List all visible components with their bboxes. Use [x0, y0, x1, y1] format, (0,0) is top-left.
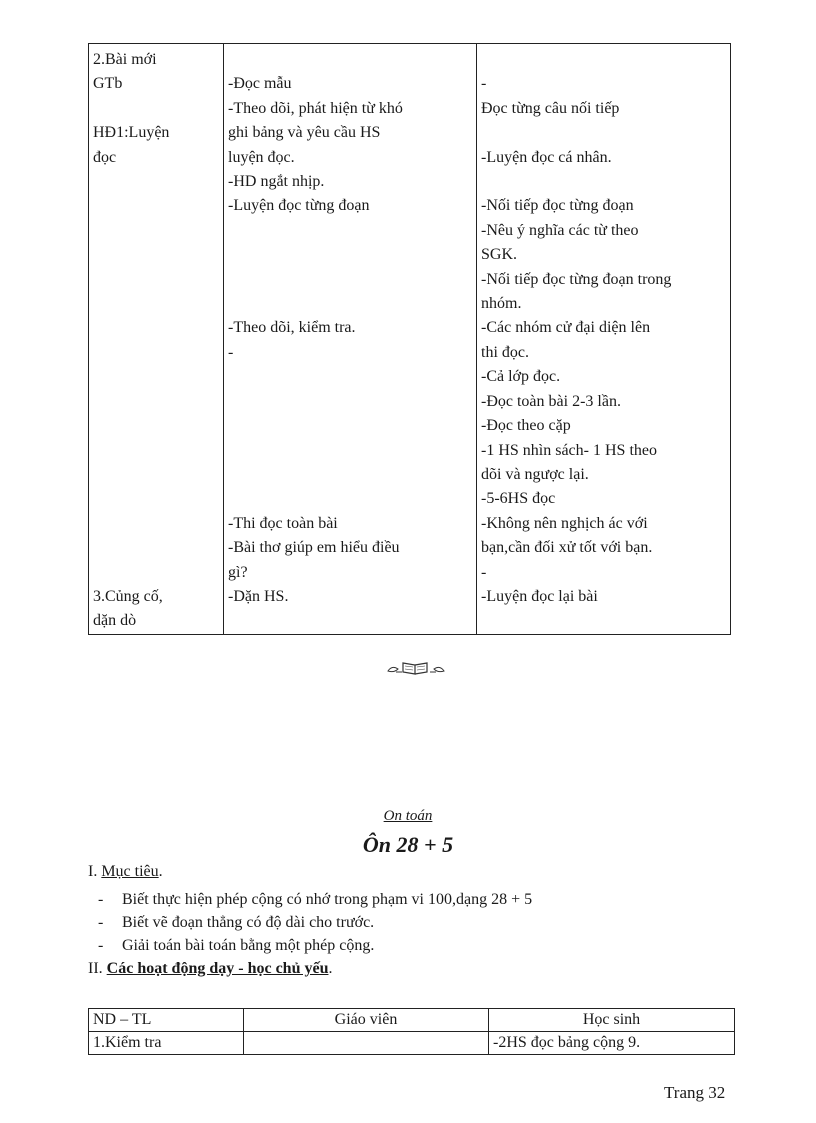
- header-teacher: Giáo viên: [244, 1009, 489, 1032]
- list-item: [98, 911, 532, 934]
- cell-line: [93, 243, 219, 267]
- objectives-list: [98, 888, 532, 957]
- objective-text: Biết thực hiện phép cộng có nhớ trong phạm vi 100,dạng 28 + 5: [122, 891, 533, 908]
- cell-line: -: [228, 343, 234, 361]
- cell-line: [228, 365, 472, 389]
- cell-line: dõi và ngược lại.: [481, 465, 589, 483]
- bullet-dash: -: [98, 937, 104, 954]
- cell-line: [93, 439, 219, 463]
- header-content: ND – TL: [89, 1009, 244, 1032]
- cell-line: [228, 609, 472, 633]
- table-header-row: [89, 1009, 735, 1032]
- cell-line: ghi bảng và yêu cầu HS: [228, 124, 381, 142]
- col-teacher: [224, 44, 477, 635]
- section-number: I.: [88, 863, 102, 880]
- bullet-dash: -: [98, 891, 104, 908]
- cell-line: -Không nên nghịch ác với: [481, 514, 648, 532]
- cell-line: [228, 219, 472, 243]
- list-item: [98, 888, 532, 911]
- cell-line: [93, 170, 219, 194]
- cell-line: Đọc từng câu nối tiếp: [481, 99, 620, 117]
- page-number: Trang 32: [664, 1083, 726, 1102]
- cell-line: [93, 341, 219, 365]
- lesson-title: Ôn 28 + 5: [362, 832, 454, 857]
- cell-line: [93, 316, 219, 340]
- section-number: II.: [88, 960, 107, 977]
- cell-line: [93, 292, 219, 316]
- cell-line: nhóm.: [481, 295, 522, 313]
- cell-line: -Luyện đọc cá nhân.: [481, 148, 612, 166]
- objective-text: Biết vẽ đoạn thẳng có độ dài cho trước.: [122, 914, 375, 931]
- cell-line: [93, 219, 219, 243]
- row-content: 1.Kiểm tra: [89, 1032, 244, 1055]
- cell-line: [93, 97, 219, 121]
- cell-line: [93, 414, 219, 438]
- cell-line: [228, 487, 472, 511]
- cell-line: -5-6HS đọc: [481, 490, 556, 508]
- cell-line: gì?: [228, 563, 248, 581]
- section-suffix: .: [158, 863, 163, 880]
- bullet-dash: -: [98, 914, 104, 931]
- cell-line: SGK.: [481, 246, 518, 264]
- cell-line: 2.Bài mới: [93, 51, 157, 68]
- cell-line: GTb: [93, 75, 123, 93]
- list-item: [98, 934, 532, 957]
- cell-line: [228, 439, 472, 463]
- cell-line: -Luyện đọc lại bài: [481, 587, 598, 605]
- cell-line: [93, 390, 219, 414]
- lesson-subject: On toán: [383, 808, 433, 824]
- cell-line: -Đọc theo cặp: [481, 417, 571, 435]
- cell-line: -Dặn HS.: [228, 587, 289, 605]
- cell-line: -: [481, 75, 487, 93]
- objective-text: Giải toán bài toán bằng một phép cộng.: [122, 937, 375, 954]
- cell-line: -Bài thơ giúp em hiểu điều: [228, 539, 400, 557]
- cell-line: [93, 365, 219, 389]
- cell-line: 3.Củng cố,: [93, 587, 163, 605]
- table-row: [89, 1032, 735, 1055]
- cell-line: -Nêu ý nghĩa các từ theo: [481, 221, 639, 239]
- cell-line: -1 HS nhìn sách- 1 HS theo: [481, 441, 657, 459]
- row-teacher: [244, 1032, 489, 1055]
- cell-line: [228, 268, 472, 292]
- cell-line: [481, 48, 726, 72]
- cell-line: -Luyện đọc từng đoạn: [228, 197, 370, 215]
- cell-line: luyện đọc.: [228, 148, 295, 166]
- col-student: [477, 44, 731, 635]
- cell-line: [93, 487, 219, 511]
- cell-line: -Các nhóm cử đại diện lên: [481, 319, 651, 337]
- cell-line: thi đọc.: [481, 343, 529, 361]
- cell-line: -Theo dõi, kiểm tra.: [228, 319, 356, 337]
- cell-line: đọc: [93, 148, 117, 166]
- cell-line: dặn dò: [93, 612, 137, 630]
- cell-line: [228, 414, 472, 438]
- cell-line: [93, 561, 219, 585]
- cell-line: [228, 48, 472, 72]
- activities-table: [88, 43, 731, 635]
- lesson-activities-table: [88, 1008, 735, 1055]
- cell-line: [481, 121, 726, 145]
- cell-line: [481, 170, 726, 194]
- section-suffix: .: [328, 960, 333, 977]
- cell-line: HĐ1:Luyện: [93, 124, 170, 142]
- book-ornament-icon: [386, 659, 446, 677]
- cell-line: -Đọc toàn bài 2-3 lần.: [481, 392, 621, 410]
- cell-line: [228, 292, 472, 316]
- cell-line: -Theo dõi, phát hiện từ khó: [228, 99, 403, 117]
- cell-line: [228, 243, 472, 267]
- cell-line: [93, 536, 219, 560]
- cell-line: -Cả lớp đọc.: [481, 368, 561, 386]
- cell-line: [228, 390, 472, 414]
- cell-line: bạn,cần đối xử tốt với bạn.: [481, 539, 653, 557]
- section-label: Các hoạt động dạy - học chủ yếu: [106, 960, 329, 977]
- header-student: Học sinh: [489, 1009, 735, 1032]
- cell-line: -Đọc mẫu: [228, 75, 292, 93]
- cell-line: [93, 463, 219, 487]
- cell-line: [93, 512, 219, 536]
- section-objectives-heading: [88, 863, 163, 881]
- cell-line: -: [481, 563, 487, 581]
- cell-line: [93, 194, 219, 218]
- cell-line: -Thi đọc toàn bài: [228, 514, 338, 532]
- cell-line: -HD ngắt nhịp.: [228, 173, 325, 191]
- cell-line: [228, 463, 472, 487]
- cell-line: -Nối tiếp đọc từng đoạn trong: [481, 270, 672, 288]
- section-activities-heading: [88, 960, 332, 978]
- col-content: [89, 44, 224, 635]
- row-student: -2HS đọc bảng cộng 9.: [489, 1032, 735, 1055]
- cell-line: [93, 268, 219, 292]
- cell-line: [481, 609, 726, 633]
- cell-line: -Nối tiếp đọc từng đoạn: [481, 197, 634, 215]
- section-label: Mục tiêu: [101, 863, 159, 880]
